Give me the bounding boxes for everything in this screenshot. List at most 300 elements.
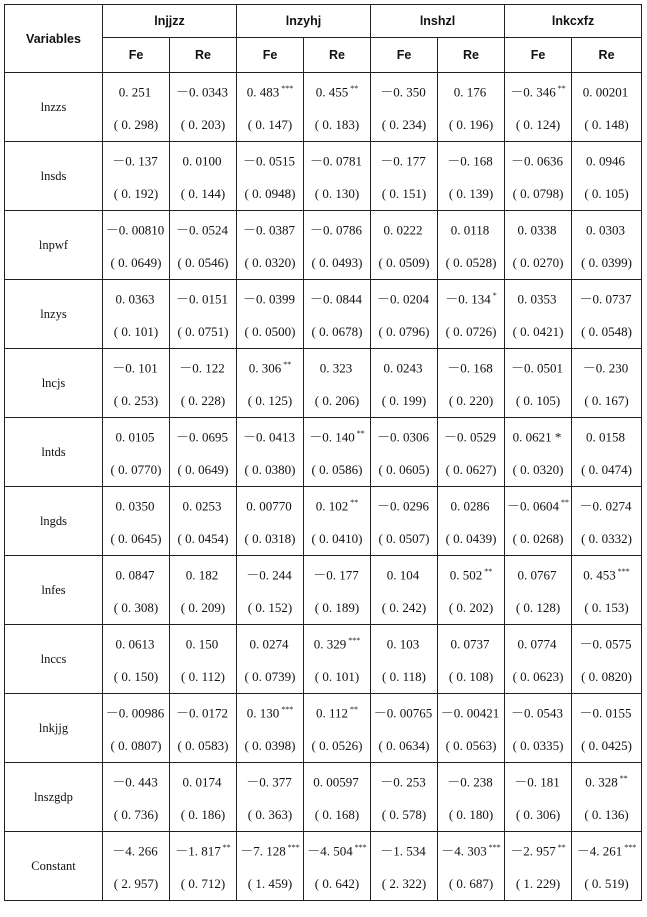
coefficient-line [116, 288, 157, 307]
variable-name: lnsds [5, 142, 103, 211]
model-header: Re [438, 38, 505, 73]
coefficient: －0. 140 [309, 429, 355, 445]
standard-error: ( 0. 199) [381, 392, 427, 408]
coefficient-line [246, 495, 294, 514]
standard-error: ( 0. 186) [180, 806, 226, 822]
cell-stack [371, 73, 437, 141]
result-cell [304, 487, 371, 556]
standard-error: ( 0. 298) [113, 116, 159, 132]
result-cell [371, 763, 438, 832]
result-cell [103, 142, 170, 211]
table-row [5, 280, 642, 349]
result-cell [170, 832, 237, 901]
standard-error: ( 0. 736) [113, 806, 159, 822]
cell-stack [170, 763, 236, 831]
cell-stack [237, 832, 303, 900]
cell-stack [237, 211, 303, 279]
result-cell [304, 280, 371, 349]
result-cell [438, 280, 505, 349]
coefficient: 0. 323 [319, 360, 353, 376]
standard-error: ( 0. 101) [314, 668, 360, 684]
coefficient-line [585, 771, 628, 790]
standard-error: ( 0. 228) [180, 392, 226, 408]
significance-stars: ** [557, 84, 566, 94]
coefficient: －0. 238 [447, 774, 493, 790]
coefficient-line [451, 633, 492, 652]
standard-error: ( 0. 203) [180, 116, 226, 132]
standard-error: ( 0. 0398) [244, 737, 296, 753]
standard-error: ( 0. 0474) [581, 461, 632, 477]
cell-stack [438, 694, 504, 762]
coefficient: 0. 0767 [517, 567, 557, 583]
cell-stack [572, 142, 641, 210]
cell-stack [103, 142, 169, 210]
coefficient: －0. 0155 [579, 705, 632, 721]
standard-error: ( 0. 101) [113, 323, 159, 339]
cell-stack [572, 832, 641, 900]
coefficient-line [518, 633, 559, 652]
result-cell [371, 73, 438, 142]
result-cell [237, 625, 304, 694]
coefficient-line [243, 288, 297, 307]
result-cell [170, 487, 237, 556]
coefficient: －0. 177 [380, 153, 426, 169]
standard-error: ( 0. 153) [584, 599, 629, 615]
coefficient-line [444, 426, 498, 445]
coefficient-line [175, 840, 231, 859]
cell-stack [170, 142, 236, 210]
cell-stack [505, 349, 571, 417]
coefficient: －0. 0172 [175, 705, 228, 721]
coefficient-line [119, 81, 154, 100]
standard-error: ( 0. 0493) [311, 254, 363, 270]
cell-stack [103, 556, 169, 624]
result-cell [438, 73, 505, 142]
standard-error: ( 0. 0586) [311, 461, 363, 477]
standard-error: ( 0. 0320) [244, 254, 296, 270]
coefficient-line [447, 771, 495, 790]
coefficient-line [112, 150, 160, 169]
coefficient-line [583, 357, 631, 376]
coefficient: －0. 0501 [511, 360, 564, 376]
coefficient-line [106, 219, 167, 238]
cell-stack [505, 763, 571, 831]
coefficient: 0. 483 [246, 84, 280, 100]
group-header-lnjjzz: lnjjzz [103, 5, 237, 38]
coefficient: －0. 0529 [444, 429, 497, 445]
coefficient: －0. 0695 [175, 429, 228, 445]
coefficient-line [511, 702, 565, 721]
standard-error: ( 0. 148) [584, 116, 629, 132]
standard-error: ( 0. 0678) [311, 323, 363, 339]
result-cell [572, 211, 642, 280]
cell-stack [304, 763, 370, 831]
coefficient-line [310, 219, 364, 238]
cell-stack [103, 625, 169, 693]
coefficient: －0. 122 [179, 360, 225, 376]
cell-stack [438, 418, 504, 486]
result-cell [505, 418, 572, 487]
coefficient-line [454, 81, 489, 100]
result-cell [304, 418, 371, 487]
variable-name: lnccs [5, 625, 103, 694]
standard-error: ( 0. 0726) [445, 323, 497, 339]
result-cell [237, 73, 304, 142]
cell-stack [438, 487, 504, 555]
cell-stack [170, 694, 236, 762]
coefficient-line [116, 495, 157, 514]
result-cell [170, 280, 237, 349]
cell-stack [371, 556, 437, 624]
cell-stack [237, 418, 303, 486]
coefficient-line [186, 564, 221, 583]
coefficient-line [447, 150, 495, 169]
coefficient: 0. 0243 [383, 360, 423, 376]
coefficient: 0. 176 [453, 84, 487, 100]
significance-stars: *** [488, 843, 501, 853]
cell-stack [572, 487, 641, 555]
coefficient: 0. 0946 [586, 153, 626, 169]
cell-stack [371, 763, 437, 831]
coefficient: 0. 112 [315, 705, 349, 721]
coefficient: －0. 350 [380, 84, 426, 100]
cell-stack [103, 73, 169, 141]
coefficient: 0. 0303 [586, 222, 626, 238]
coefficient: －0. 346 [510, 84, 556, 100]
variable-name: lnkjjg [5, 694, 103, 763]
coefficient: －0. 0413 [242, 429, 295, 445]
result-cell [572, 556, 642, 625]
result-cell [572, 349, 642, 418]
coefficient-line [441, 702, 502, 721]
cell-stack [304, 694, 370, 762]
standard-error: ( 0. 0399) [581, 254, 632, 270]
standard-error: ( 0. 0509) [378, 254, 430, 270]
standard-error: ( 0. 306) [515, 806, 561, 822]
result-cell [572, 142, 642, 211]
coefficient: 0. 0100 [182, 153, 222, 169]
result-cell [505, 280, 572, 349]
coefficient-line [450, 564, 493, 583]
cell-stack [505, 142, 571, 210]
coefficient-line [441, 840, 501, 859]
coefficient: 0. 0253 [182, 498, 222, 514]
coefficient-line [451, 219, 492, 238]
cell-stack [505, 280, 571, 348]
coefficient: 0. 103 [386, 636, 420, 652]
standard-error: ( 0. 0645) [110, 530, 162, 546]
standard-error: ( 0. 183) [314, 116, 360, 132]
standard-error: ( 0. 0796) [378, 323, 430, 339]
coefficient-line [518, 219, 559, 238]
coefficient: 0. 502 [449, 567, 483, 583]
coefficient: －0. 0786 [310, 222, 363, 238]
cell-stack [505, 694, 571, 762]
standard-error: ( 0. 0948) [244, 185, 296, 201]
coefficient: －0. 177 [313, 567, 359, 583]
standard-error: ( 0. 196) [448, 116, 494, 132]
coefficient: －0. 0274 [579, 498, 632, 514]
result-cell [304, 763, 371, 832]
coefficient: －4. 266 [112, 843, 158, 859]
coefficient-line [243, 426, 297, 445]
coefficient: －0. 377 [246, 774, 292, 790]
result-cell [505, 832, 572, 901]
coefficient: －0. 244 [246, 567, 292, 583]
standard-error: ( 0. 642) [314, 875, 360, 891]
standard-error: ( 0. 108) [448, 668, 494, 684]
coefficient-line [380, 150, 428, 169]
variable-name: lnzzs [5, 73, 103, 142]
standard-error: ( 0. 0507) [378, 530, 430, 546]
result-cell [438, 142, 505, 211]
coefficient: －0. 0737 [579, 291, 632, 307]
coefficient-line [310, 150, 364, 169]
model-header: Re [572, 38, 642, 73]
result-cell [371, 487, 438, 556]
cell-stack [572, 418, 641, 486]
cell-stack [438, 142, 504, 210]
result-cell [505, 625, 572, 694]
significance-stars: *** [354, 843, 367, 853]
cell-stack [438, 349, 504, 417]
coefficient: －0. 0515 [242, 153, 295, 169]
standard-error: ( 0. 168) [314, 806, 360, 822]
result-cell [505, 694, 572, 763]
standard-error: ( 0. 308) [113, 599, 159, 615]
significance-stars: ** [561, 498, 570, 508]
coefficient: －0. 0204 [377, 291, 430, 307]
coefficient-line [186, 633, 221, 652]
coefficient-line [112, 840, 160, 859]
standard-error: ( 0. 0320) [512, 461, 564, 477]
significance-stars: *** [281, 84, 294, 94]
coefficient-line [176, 426, 230, 445]
variable-name: lnszgdp [5, 763, 103, 832]
cell-stack [438, 763, 504, 831]
result-cell [572, 832, 642, 901]
table-row [5, 694, 642, 763]
significance-stars: ** [484, 567, 493, 577]
coefficient: 0. 0105 [115, 429, 155, 445]
standard-error: ( 0. 242) [381, 599, 427, 615]
cell-stack [237, 280, 303, 348]
standard-error: ( 0. 152) [247, 599, 293, 615]
table-row [5, 763, 642, 832]
result-cell [170, 349, 237, 418]
cell-stack [170, 556, 236, 624]
coefficient: －2. 957 [510, 843, 556, 859]
variable-name: Constant [5, 832, 103, 901]
standard-error: ( 0. 0627) [445, 461, 497, 477]
result-cell [103, 763, 170, 832]
coefficient: 0. 0286 [450, 498, 490, 514]
coefficient: －0. 0151 [175, 291, 228, 307]
result-cell [371, 832, 438, 901]
model-header: Fe [103, 38, 170, 73]
result-cell [170, 142, 237, 211]
result-cell [237, 694, 304, 763]
coefficient-line [307, 840, 367, 859]
coefficient-line [377, 426, 431, 445]
standard-error: ( 0. 202) [448, 599, 494, 615]
coefficient-line [586, 426, 627, 445]
table-row [5, 73, 642, 142]
standard-error: ( 2. 322) [381, 875, 427, 891]
coefficient-line [380, 840, 428, 859]
coefficient: 0. 0118 [450, 222, 490, 238]
coefficient-line [514, 771, 562, 790]
cell-stack [170, 832, 236, 900]
result-cell [103, 349, 170, 418]
result-cell [371, 211, 438, 280]
cell-stack [505, 556, 571, 624]
cell-stack [304, 625, 370, 693]
coefficient: －0. 00765 [373, 705, 433, 721]
coefficient: －0. 0636 [511, 153, 564, 169]
cell-stack [371, 349, 437, 417]
coefficient: －0. 0604 [507, 498, 560, 514]
result-cell [572, 487, 642, 556]
coefficient: 0. 306 [248, 360, 282, 376]
result-cell [237, 142, 304, 211]
coefficient-line [183, 495, 224, 514]
result-cell [170, 73, 237, 142]
cell-stack [237, 142, 303, 210]
significance-stars: * [492, 291, 497, 301]
coefficient-line [250, 633, 291, 652]
standard-error: ( 0. 712) [180, 875, 226, 891]
result-cell [371, 280, 438, 349]
cell-stack [237, 73, 303, 141]
coefficient: －0. 0524 [175, 222, 228, 238]
standard-error: ( 0. 234) [381, 116, 427, 132]
cell-stack [103, 694, 169, 762]
standard-error: ( 0. 0335) [512, 737, 564, 753]
standard-error: ( 1. 459) [247, 875, 293, 891]
result-cell [237, 763, 304, 832]
coefficient: －0. 181 [514, 774, 560, 790]
result-cell [103, 211, 170, 280]
coefficient-line [580, 702, 634, 721]
cell-stack [371, 832, 437, 900]
coefficient: 0. 0174 [182, 774, 222, 790]
coefficient-line [387, 633, 422, 652]
cell-stack [371, 280, 437, 348]
standard-error: ( 0. 130) [314, 185, 360, 201]
result-cell [170, 211, 237, 280]
coefficient: 0. 00597 [313, 774, 359, 790]
cell-stack [505, 487, 571, 555]
variables-header: Variables [5, 5, 103, 73]
result-cell [237, 418, 304, 487]
result-cell [438, 763, 505, 832]
coefficient-line [310, 288, 364, 307]
result-cell [438, 832, 505, 901]
standard-error: ( 0. 147) [247, 116, 293, 132]
significance-stars: ** [619, 774, 628, 784]
coefficient: －0. 00986 [105, 705, 165, 721]
result-cell [103, 73, 170, 142]
coefficient: －1. 534 [380, 843, 426, 859]
result-cell [237, 832, 304, 901]
cell-stack [170, 418, 236, 486]
standard-error: ( 0. 0425) [581, 737, 632, 753]
coefficient: 0. 329 [313, 636, 347, 652]
coefficient-line [176, 81, 230, 100]
model-header: Fe [237, 38, 304, 73]
standard-error: ( 0. 0649) [110, 254, 162, 270]
coefficient: 0. 104 [386, 567, 420, 583]
model-header: Fe [371, 38, 438, 73]
coefficient: 0. 0274 [249, 636, 289, 652]
standard-error: ( 0. 105) [584, 185, 629, 201]
standard-error: ( 0. 124) [515, 116, 561, 132]
coefficient: －0. 0296 [377, 498, 430, 514]
coefficient: －0. 0844 [310, 291, 363, 307]
cell-stack [505, 73, 571, 141]
cell-stack [438, 211, 504, 279]
result-cell [170, 625, 237, 694]
significance-stars: ** [350, 84, 359, 94]
result-cell [237, 349, 304, 418]
coefficient: －7. 128 [240, 843, 286, 859]
result-cell [103, 487, 170, 556]
result-cell [438, 487, 505, 556]
result-cell [371, 625, 438, 694]
result-cell [572, 280, 642, 349]
coefficient-line [246, 771, 294, 790]
coefficient: －0. 0781 [310, 153, 363, 169]
coefficient-line [316, 702, 358, 721]
coefficient-line [377, 288, 431, 307]
cell-stack [103, 763, 169, 831]
coefficient: 0. 150 [185, 636, 219, 652]
standard-error: ( 0. 0605) [378, 461, 430, 477]
coefficient-line [309, 426, 365, 445]
cell-stack [237, 487, 303, 555]
table-row [5, 418, 642, 487]
cell-stack [371, 418, 437, 486]
standard-error: ( 0. 136) [584, 806, 629, 822]
result-cell [237, 211, 304, 280]
result-cell [438, 211, 505, 280]
standard-error: ( 0. 0546) [177, 254, 229, 270]
coefficient-line [387, 564, 422, 583]
significance-stars: *** [287, 843, 300, 853]
coefficient-line [176, 219, 230, 238]
result-cell [371, 349, 438, 418]
cell-stack [304, 487, 370, 555]
cell-stack [572, 694, 641, 762]
coefficient-line [513, 426, 564, 445]
coefficient-line [580, 288, 634, 307]
coefficient-line [518, 288, 559, 307]
cell-stack [438, 625, 504, 693]
cell-stack [103, 832, 169, 900]
table-row [5, 625, 642, 694]
result-cell [371, 142, 438, 211]
coefficient: －0. 00810 [105, 222, 165, 238]
standard-error: ( 0. 105) [515, 392, 561, 408]
coefficient-line [384, 219, 425, 238]
coefficient-line [183, 150, 224, 169]
significance-stars: *** [281, 705, 294, 715]
coefficient-line [510, 840, 566, 859]
result-cell [304, 349, 371, 418]
table-row [5, 556, 642, 625]
significance-stars: ** [356, 429, 365, 439]
